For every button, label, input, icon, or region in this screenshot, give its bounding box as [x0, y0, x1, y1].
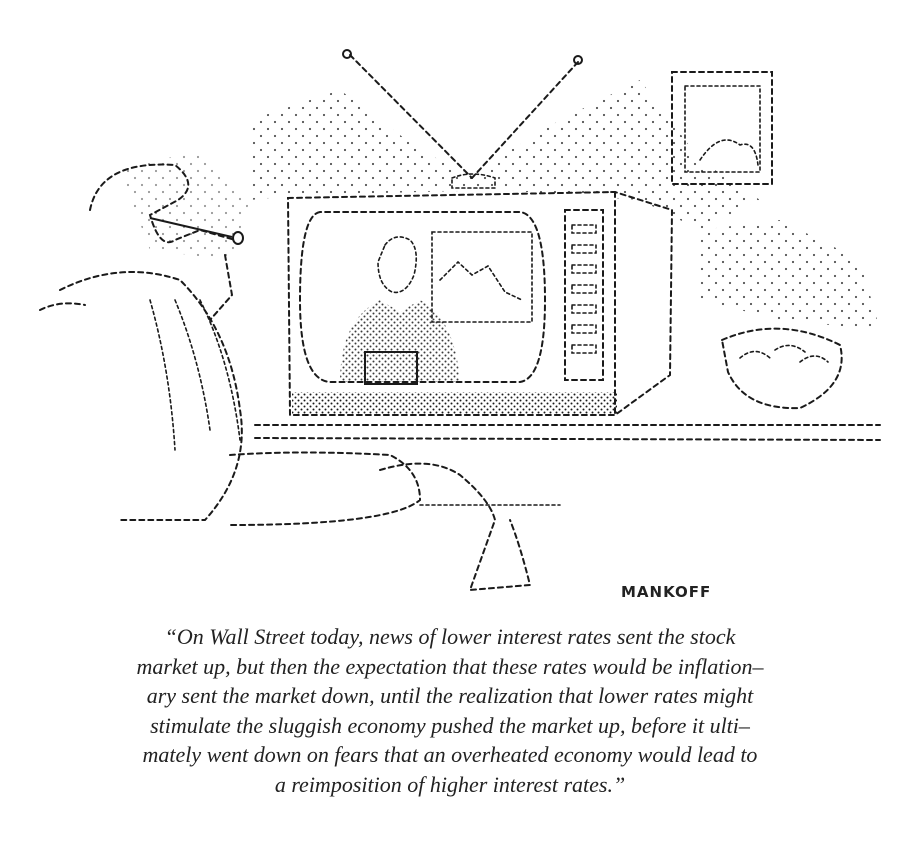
caption-line: “On Wall Street today, news of lower interest rates sent the stock	[164, 624, 736, 649]
cartoon-caption	[60, 622, 840, 799]
caption-line: market up, but then the expectation that these rates would be inflation–	[136, 653, 764, 679]
television	[288, 192, 672, 415]
caption-line: ary sent the market down, until the realization that lower rates might	[146, 683, 754, 708]
caption-line: a reimposition of higher interest rates.”	[274, 771, 626, 797]
table	[255, 425, 880, 505]
wall-stipple	[120, 80, 880, 330]
caption-line: mately went down on fears that an overheated economy would lead to	[142, 742, 758, 767]
fruit-bowl	[722, 329, 842, 408]
artist-signature: MANKOFF	[621, 583, 712, 601]
caption-line: stimulate the sluggish economy pushed the market up, before it ulti–	[150, 712, 750, 738]
